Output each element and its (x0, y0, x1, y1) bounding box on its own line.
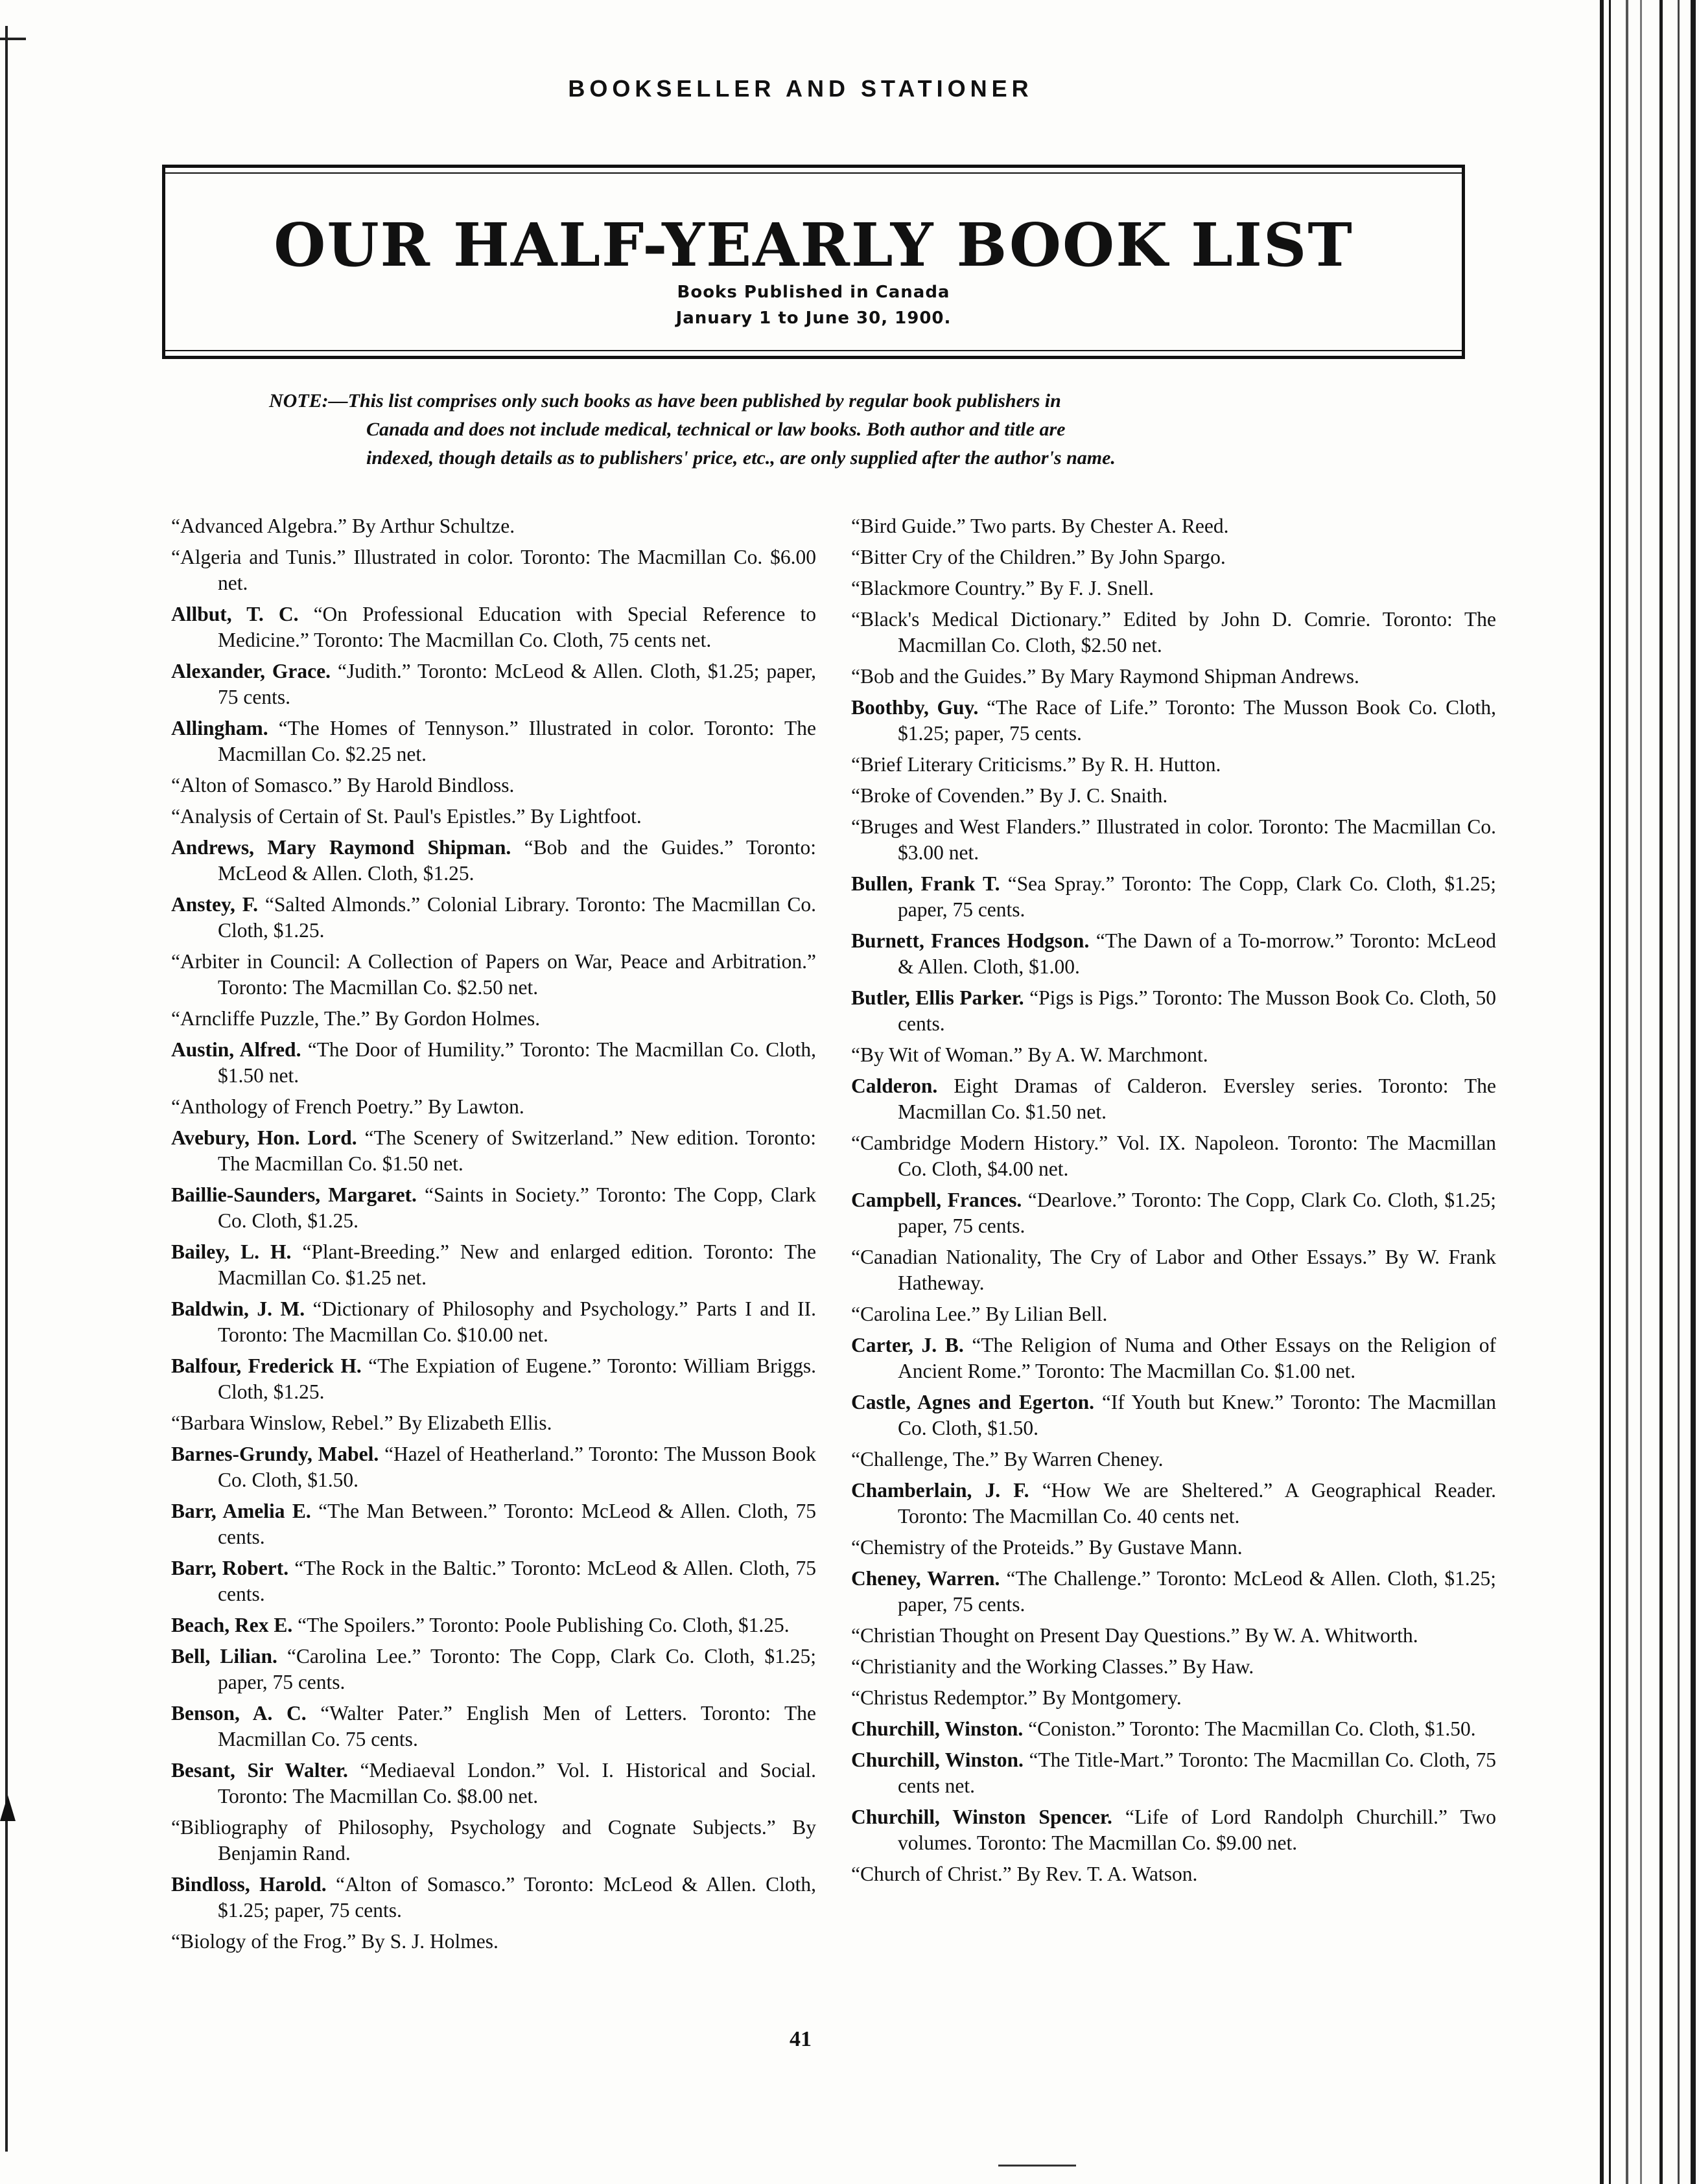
entry-text: “Christus Redemptor.” By Montgomery. (851, 1686, 1182, 1709)
entry-author: Carter, J. B. (851, 1334, 964, 1356)
entry-text: “Walter Pater.” English Men of Letters. Toronto: The Macmillan Co. 75 cents. (218, 1702, 817, 1750)
entry-author: Churchill, Winston. (851, 1717, 1024, 1740)
list-entry (851, 513, 1496, 539)
title-rule-bottom (165, 350, 1462, 359)
list-entry (851, 1535, 1496, 1561)
entry-author: Avebury, Hon. Lord. (171, 1126, 357, 1149)
entry-text: “Salted Almonds.” Colonial Library. Toronto: The Macmillan Co. Cloth, $1.25. (218, 893, 817, 942)
entry-text: “Christian Thought on Present Day Questions.” By W. A. Whitworth. (851, 1624, 1418, 1647)
entry-text: “Mediaeval London.” Vol. I. Historical and Social. Toronto: The Macmillan Co. $8.00 net. (218, 1759, 816, 1807)
entry-author: Barnes-Grundy, Mabel. (171, 1443, 379, 1465)
list-entry (851, 814, 1496, 866)
entry-author: Bindloss, Harold. (171, 1873, 327, 1896)
left-margin-notch (0, 38, 26, 40)
entry-author: Castle, Agnes and Egerton. (851, 1391, 1095, 1413)
entry-author: Bailey, L. H. (171, 1240, 292, 1263)
entry-text: “Pigs is Pigs.” Toronto: The Musson Book Co. Cloth, 50 cents. (898, 986, 1496, 1035)
list-entry (851, 1130, 1496, 1182)
title-box (162, 165, 1465, 359)
list-entry (171, 715, 816, 767)
note-line: Canada and does not include medical, technical or law books. Both author and title are (366, 419, 1066, 440)
bottom-rule-mark (998, 2165, 1076, 2167)
entry-text: “Anthology of French Poetry.” By Lawton. (171, 1095, 524, 1118)
entry-text: “The Homes of Tennyson.” Illustrated in color. Toronto: The Macmillan Co. $2.25 net. (218, 717, 816, 765)
list-entry (171, 804, 816, 830)
entry-text: “Plant-Breeding.” New and enlarged edition. Toronto: The Macmillan Co. $1.25 net. (218, 1240, 816, 1289)
list-entry (171, 1239, 816, 1291)
list-entry (171, 544, 816, 596)
entry-text: “Alton of Somasco.” Toronto: McLeod & Allen. Cloth, $1.25; paper, 75 cents. (218, 1873, 816, 1922)
editorial-note (269, 387, 1371, 472)
entry-text: “Arbiter in Council: A Collection of Papers on War, Peace and Arbitration.” Toronto: The Macmillan Co. $2.50 net. (171, 950, 816, 999)
entry-author: Calderon. (851, 1075, 938, 1097)
entry-author: Chamberlain, J. F. (851, 1479, 1029, 1502)
entry-text: “Challenge, The.” By Warren Cheney. (851, 1448, 1164, 1470)
entry-author: Anstey, F. (171, 893, 258, 916)
note-line: NOTE:—This list comprises only such books as have been published by regular book publishers in (269, 390, 1061, 412)
entry-text: “Bitter Cry of the Children.” By John Spargo. (851, 546, 1226, 568)
list-entry (171, 1612, 816, 1638)
list-entry (171, 1498, 816, 1550)
list-entry (171, 1758, 816, 1809)
list-entry (171, 1094, 816, 1120)
list-entry (171, 1182, 816, 1234)
subtitle-scope: Books Published in Canada (677, 283, 950, 302)
entry-author: Barr, Robert. (171, 1557, 289, 1579)
entry-author: Churchill, Winston Spencer. (851, 1806, 1112, 1828)
entry-author: Beach, Rex E. (171, 1614, 293, 1636)
title-rule-top (165, 165, 1462, 174)
entry-text: “How We are Sheltered.” A Geographical Reader. Toronto: The Macmillan Co. 40 cents net. (898, 1479, 1496, 1528)
list-entry (171, 513, 816, 539)
list-entry (171, 658, 816, 710)
entry-text: “Church of Christ.” By Rev. T. A. Watson. (851, 1863, 1198, 1885)
entry-author: Barr, Amelia E. (171, 1500, 311, 1522)
list-entry (851, 1332, 1496, 1384)
entry-text: “On Professional Education with Special Reference to Medicine.” Toronto: The Macmillan Co. Cloth, 75 cents net. (218, 603, 816, 651)
list-entry (851, 1747, 1496, 1799)
entry-author: Benson, A. C. (171, 1702, 307, 1725)
entry-text: “The Door of Humility.” Toronto: The Macmillan Co. Cloth, $1.50 net. (218, 1038, 816, 1087)
entry-author: Allingham. (171, 717, 268, 739)
entry-text: “The Man Between.” Toronto: McLeod & Allen. Cloth, 75 cents. (218, 1500, 817, 1548)
entry-text: “If Youth but Knew.” Toronto: The Macmillan Co. Cloth, $1.50. (898, 1391, 1496, 1439)
list-entry (851, 783, 1496, 809)
list-entry (171, 1701, 816, 1752)
list-entry (171, 949, 816, 1001)
list-entry (851, 1042, 1496, 1068)
list-entry (171, 1555, 816, 1607)
list-entry (171, 1125, 816, 1177)
subtitle-dates: January 1 to June 30, 1900. (675, 308, 952, 328)
list-entry (851, 607, 1496, 658)
entry-text: “Blackmore Country.” By F. J. Snell. (851, 577, 1154, 599)
entry-text: “Advanced Algebra.” By Arthur Schultze. (171, 515, 515, 537)
entry-text: “Alton of Somasco.” By Harold Bindloss. (171, 774, 515, 796)
right-column (851, 513, 1496, 1892)
list-entry (851, 664, 1496, 690)
entry-text: “Bob and the Guides.” Toronto: McLeod & Allen. Cloth, $1.25. (218, 836, 816, 885)
list-entry (171, 1296, 816, 1348)
list-entry (851, 1244, 1496, 1296)
list-entry (851, 575, 1496, 601)
entry-text: “Dearlove.” Toronto: The Copp, Clark Co. Cloth, $1.25; paper, 75 cents. (898, 1189, 1496, 1237)
entry-text: “The Title-Mart.” Toronto: The Macmillan Co. Cloth, 75 cents net. (898, 1748, 1496, 1797)
entry-text: “Black's Medical Dictionary.” Edited by John D. Comrie. Toronto: The Macmillan Co. Cloth, $2.50 net. (851, 608, 1496, 656)
entry-author: Allbut, T. C. (171, 603, 299, 625)
binding-edge (1600, 0, 1699, 2184)
entry-text: “Broke of Covenden.” By J. C. Snaith. (851, 784, 1168, 807)
page-number: 41 (790, 2027, 812, 2051)
entry-text: “By Wit of Woman.” By A. W. Marchmont. (851, 1043, 1208, 1066)
list-entry (171, 601, 816, 653)
entry-text: “The Scenery of Switzerland.” New edition. Toronto: The Macmillan Co. $1.50 net. (218, 1126, 817, 1175)
list-entry (851, 1446, 1496, 1472)
list-entry (851, 1566, 1496, 1618)
entry-text: “Life of Lord Randolph Churchill.” Two volumes. Toronto: The Macmillan Co. $9.00 net. (898, 1806, 1496, 1854)
left-column (171, 513, 816, 1960)
entry-text: “The Rock in the Baltic.” Toronto: McLeod & Allen. Cloth, 75 cents. (218, 1557, 816, 1605)
margin-arrow-mark (0, 1795, 16, 1821)
entry-text: “Arncliffe Puzzle, The.” By Gordon Holmes. (171, 1007, 541, 1030)
entry-author: Baillie-Saunders, Margaret. (171, 1183, 417, 1206)
list-entry (171, 1410, 816, 1436)
list-entry (171, 835, 816, 887)
entry-text: “Judith.” Toronto: McLeod & Allen. Cloth, $1.25; paper, 75 cents. (218, 660, 816, 708)
entry-text: “Coniston.” Toronto: The Macmillan Co. Cloth, $1.50. (1023, 1717, 1476, 1740)
list-entry (851, 1389, 1496, 1441)
entry-author: Churchill, Winston. (851, 1748, 1024, 1771)
list-entry (851, 1654, 1496, 1680)
entry-text: “Carolina Lee.” By Lilian Bell. (851, 1303, 1108, 1325)
list-entry (171, 1815, 816, 1866)
entry-text: “The Spoilers.” Toronto: Poole Publishing Co. Cloth, $1.25. (292, 1614, 790, 1636)
list-entry (851, 752, 1496, 778)
list-entry (171, 1037, 816, 1089)
left-margin-rule (5, 26, 8, 2152)
list-entry (851, 1073, 1496, 1125)
entry-text: “Algeria and Tunis.” Illustrated in color. Toronto: The Macmillan Co. $6.00 net. (171, 546, 816, 594)
entry-author: Burnett, Frances Hodgson. (851, 929, 1090, 952)
list-entry (171, 1006, 816, 1032)
list-entry (171, 773, 816, 798)
running-head: BOOKSELLER AND STATIONER (568, 75, 1033, 102)
entry-author: Cheney, Warren. (851, 1567, 1000, 1590)
list-entry (851, 985, 1496, 1037)
list-entry (171, 892, 816, 944)
entry-text: “Christianity and the Working Classes.” By Haw. (851, 1655, 1254, 1678)
list-entry (851, 871, 1496, 923)
entry-text: “Bob and the Guides.” By Mary Raymond Shipman Andrews. (851, 665, 1359, 688)
entry-text: “Bird Guide.” Two parts. By Chester A. Reed. (851, 515, 1229, 537)
list-entry (851, 928, 1496, 980)
entry-author: Balfour, Frederick H. (171, 1354, 362, 1377)
page-title: OUR HALF-YEARLY BOOK LIST (274, 210, 1353, 280)
entry-author: Andrews, Mary Raymond Shipman. (171, 836, 511, 859)
entry-text: “The Race of Life.” Toronto: The Musson Book Co. Cloth, $1.25; paper, 75 cents. (898, 696, 1496, 745)
list-entry (851, 1685, 1496, 1711)
list-entry (851, 1716, 1496, 1742)
entry-text: “Barbara Winslow, Rebel.” By Elizabeth Ellis. (171, 1411, 552, 1434)
list-entry (851, 1478, 1496, 1529)
entry-author: Austin, Alfred. (171, 1038, 301, 1061)
entry-text: “Hazel of Heatherland.” Toronto: The Musson Book Co. Cloth, $1.50. (218, 1443, 816, 1491)
list-entry (851, 1861, 1496, 1887)
entry-text: “The Dawn of a To-morrow.” Toronto: McLeod & Allen. Cloth, $1.00. (898, 929, 1496, 978)
entry-text: “Canadian Nationality, The Cry of Labor and Other Essays.” By W. Frank Hatheway. (851, 1246, 1496, 1294)
entry-text: “Analysis of Certain of St. Paul's Epistles.” By Lightfoot. (171, 805, 642, 828)
note-line: indexed, though details as to publishers' price, etc., are only supplied after the author's name. (366, 447, 1116, 469)
list-entry (851, 1187, 1496, 1239)
entry-author: Butler, Ellis Parker. (851, 986, 1024, 1009)
entry-text: “Saints in Society.” Toronto: The Copp, Clark Co. Cloth, $1.25. (218, 1183, 816, 1232)
entry-text: “The Religion of Numa and Other Essays on the Religion of Ancient Rome.” Toronto: The Macmillan Co. $1.00 net. (898, 1334, 1496, 1382)
entry-text: “Sea Spray.” Toronto: The Copp, Clark Co. Cloth, $1.25; paper, 75 cents. (898, 872, 1496, 921)
entry-text: Eight Dramas of Calderon. Eversley series. Toronto: The Macmillan Co. $1.50 net. (898, 1075, 1496, 1123)
entry-author: Bell, Lilian. (171, 1645, 277, 1667)
list-entry (171, 1872, 816, 1923)
list-entry (171, 1929, 816, 1955)
entry-text: “Chemistry of the Proteids.” By Gustave Mann. (851, 1536, 1243, 1559)
entry-text: “The Expiation of Eugene.” Toronto: William Briggs. Cloth, $1.25. (218, 1354, 816, 1403)
entry-text: “Dictionary of Philosophy and Psychology.” Parts I and II. Toronto: The Macmillan Co. $10.00 net. (218, 1297, 817, 1346)
entry-text: “Bruges and West Flanders.” Illustrated in color. Toronto: The Macmillan Co. $3.00 net. (851, 815, 1496, 864)
entry-author: Alexander, Grace. (171, 660, 331, 682)
list-entry (171, 1353, 816, 1405)
list-entry (851, 695, 1496, 747)
list-entry (851, 1623, 1496, 1649)
entry-text: “Carolina Lee.” Toronto: The Copp, Clark Co. Cloth, $1.25; paper, 75 cents. (218, 1645, 816, 1693)
entry-text: “The Challenge.” Toronto: McLeod & Allen. Cloth, $1.25; paper, 75 cents. (898, 1567, 1496, 1616)
entry-author: Campbell, Frances. (851, 1189, 1022, 1211)
list-entry (171, 1441, 816, 1493)
list-entry (851, 1804, 1496, 1856)
list-entry (851, 1301, 1496, 1327)
entry-author: Bullen, Frank T. (851, 872, 1000, 895)
list-entry (851, 544, 1496, 570)
entry-text: “Cambridge Modern History.” Vol. IX. Napoleon. Toronto: The Macmillan Co. Cloth, $4.00 net. (851, 1132, 1496, 1180)
entry-author: Boothby, Guy. (851, 696, 979, 719)
list-entry (171, 1644, 816, 1695)
entry-text: “Bibliography of Philosophy, Psychology and Cognate Subjects.” By Benjamin Rand. (171, 1816, 816, 1865)
entry-text: “Biology of the Frog.” By S. J. Holmes. (171, 1930, 498, 1953)
entry-author: Besant, Sir Walter. (171, 1759, 348, 1782)
entry-author: Baldwin, J. M. (171, 1297, 305, 1320)
entry-text: “Brief Literary Criticisms.” By R. H. Hutton. (851, 753, 1221, 776)
